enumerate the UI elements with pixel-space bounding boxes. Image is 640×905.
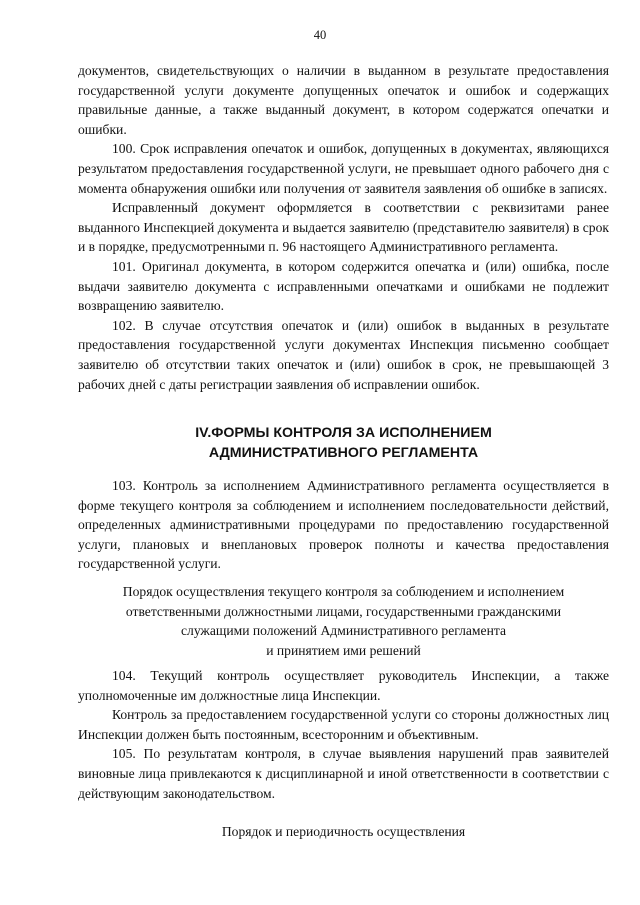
- section-heading: [78, 424, 609, 463]
- paragraph-101: 101. Оригинал документа, в котором содержится опечатка и (или) ошибка, после выдачи заявителю документа с исправленными опечатками и ошибками не подлежит возвращению заявителю.: [78, 258, 609, 314]
- subheading-current-control: [78, 582, 609, 660]
- paragraph-103-block: [78, 476, 609, 574]
- paragraph-104: 104. Текущий контроль осуществляет руководитель Инспекции, а также уполномоченные им должностные лица Инспекции.: [78, 668, 609, 703]
- bottom-paragraphs: [78, 666, 609, 803]
- subheading-periodicity: Порядок и периодичность осуществления: [221, 824, 466, 839]
- subheading-line-2: ответственными должностными лицами, государственными гражданскими: [125, 603, 562, 619]
- paragraph-100: 100. Срок исправления опечаток и ошибок, допущенных в документах, являющихся результатом предоставления государственной услуги, не превышает одного рабочего дня с момента обнаружения ошибки или получения от заявителя заявления об ошибке в записях.: [78, 141, 609, 196]
- subheading-line-1: Порядок осуществления текущего контроля за соблюдением и исполнением: [122, 584, 565, 599]
- paragraph-control-staff: Контроль за предоставлением государственной услуги со стороны должностных лиц Инспекции должен быть постоянным, всесторонним и объективным.: [78, 707, 609, 742]
- section-heading-line-2: АДМИНИСТРАТИВНОГО РЕГЛАМЕНТА: [208, 444, 479, 461]
- paragraph-102: 102. В случае отсутствия опечаток и (или) ошибок в выданных в результате предоставления государственной услуги документах Инспекция письменно сообщает заявителю об отсутствии таких опечаток и (или) ошибок в срок, не превышающей 3 рабочих дней с даты регистрации заявления об исправлении ошибок.: [78, 317, 609, 392]
- page-number: 40: [313, 28, 327, 42]
- subheading-line-4: и принятием ими решений: [266, 642, 421, 658]
- top-paragraphs: [78, 61, 609, 394]
- section-heading-line-1: IV.ФОРМЫ КОНТРОЛЯ ЗА ИСПОЛНЕНИЕМ: [195, 425, 492, 441]
- paragraph-corrected-document: Исправленный документ оформляется в соответствии с реквизитами ранее выданного Инспекцией документа и выдается заявителю (представителю заявителя) в срок и в порядке, предусмотренными п. 96 настоящего Административного регламента.: [78, 200, 609, 255]
- subheading-line-3: служащими положений Административного регламента: [181, 623, 506, 639]
- paragraph-continuation: документов, свидетельствующих о наличии в выданном в результате предоставления государственной услуги документе допущенных опечаток и ошибок и содержащих правильные данные, а также выданный документ, в котором содержатся опечатки и ошибки.: [78, 63, 609, 137]
- paragraph-103: 103. Контроль за исполнением Административного регламента осуществляется в форме текущего контроля за соблюдением и исполнением последовательности действий, определенных административными процедурами по предоставлению государственной услуги, плановых и внеплановых проверок полноты и качества предоставления государственной услуги.: [78, 478, 609, 572]
- paragraph-105: 105. По результатам контроля, в случае выявления нарушений прав заявителей виновные лица привлекаются к дисциплинарной и иной ответственности в соответствии с действующим законодательством.: [78, 746, 609, 801]
